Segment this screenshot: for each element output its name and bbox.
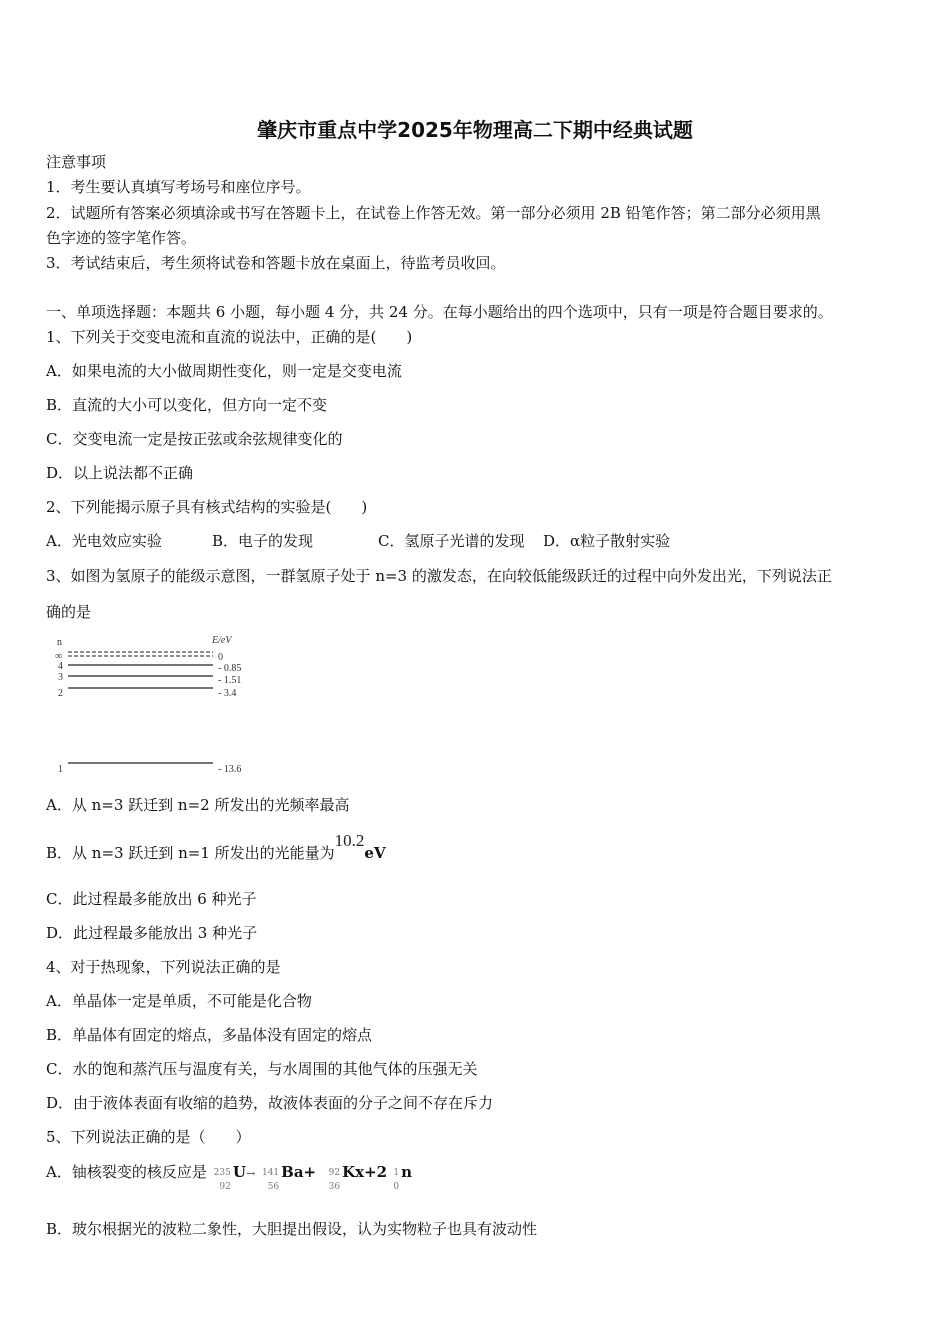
notice-item-1: 1．考生要认真填写考场号和座位序号。 bbox=[46, 178, 311, 196]
level-energy-1: - 13.6 bbox=[218, 764, 242, 775]
level-energy-4: - 0.85 bbox=[218, 663, 242, 674]
notice-item-2: 2．试题所有答案必须填涂或书写在答题卡上，在试卷上作答无效。第一部分必须用 2B 铅笔作答；第二部分必须用黑 bbox=[46, 204, 821, 222]
uranium-nuclide bbox=[207, 1163, 233, 1192]
q4-option-a: A．单晶体一定是单质，不可能是化合物 bbox=[46, 992, 312, 1010]
q3-option-a: A．从 n=3 跃迁到 n=2 所发出的光频率最高 bbox=[46, 796, 350, 814]
q1-option-a: A．如果电流的大小做周期性变化，则一定是交变电流 bbox=[46, 362, 402, 380]
level-label-2: 2 bbox=[58, 688, 63, 699]
u-z: 92 bbox=[219, 1182, 231, 1192]
n-mass: 1 bbox=[393, 1168, 400, 1178]
q1-option-b: B．直流的大小可以变化，但方向一定不变 bbox=[46, 396, 328, 414]
level-label-3: 3 bbox=[58, 672, 63, 683]
q4-option-c: C．水的饱和蒸汽压与温度有关，与水周围的其他气体的压强无关 bbox=[46, 1060, 478, 1078]
q2-option-b: B．电子的发现 bbox=[212, 532, 314, 550]
q3-option-b bbox=[46, 831, 386, 863]
q3-option-b-text: B．从 n=3 跃迁到 n=1 所发出的光能量为 bbox=[46, 844, 335, 862]
ba-symbol: Ba+ bbox=[281, 1163, 317, 1181]
ba-mass: 141 bbox=[261, 1168, 280, 1178]
q4-option-b: B．单晶体有固定的熔点，多晶体没有固定的熔点 bbox=[46, 1026, 373, 1044]
n-symbol: n bbox=[401, 1163, 413, 1181]
neutron-nuclide bbox=[387, 1163, 401, 1192]
level-label-inf: ∞ bbox=[55, 651, 63, 662]
q4-option-d: D．由于液体表面有收缩的趋势，故液体表面的分子之间不存在斥力 bbox=[46, 1094, 494, 1112]
level-energy-2: - 3.4 bbox=[218, 688, 237, 699]
level-label-4: 4 bbox=[58, 661, 63, 672]
q1-stem: 1、下列关于交变电流和直流的说法中，正确的是( ) bbox=[46, 328, 413, 346]
section-heading: 一、单项选择题：本题共 6 小题，每小题 4 分，共 24 分。在每小题给出的四个选项中，只有一项是符合题目要求的。 bbox=[46, 303, 833, 321]
q3-option-b-value: 10.2 bbox=[334, 831, 365, 850]
q3-option-b-unit: eV bbox=[364, 844, 386, 862]
level-label-1: 1 bbox=[58, 764, 63, 775]
u-mass: 235 bbox=[213, 1168, 231, 1178]
n-z: 0 bbox=[393, 1182, 400, 1192]
q2-option-c: C．氢原子光谱的发现 bbox=[378, 532, 525, 550]
q5-option-b: B．玻尔根据光的波粒二象性，大胆提出假设，认为实物粒子也具有波动性 bbox=[46, 1220, 538, 1238]
kr-mass: 92 bbox=[328, 1168, 341, 1178]
page-title: 肇庆市重点中学2025年物理高二下期中经典试题 bbox=[257, 118, 693, 142]
q2-stem: 2、下列能揭示原子具有核式结构的实验是( ) bbox=[46, 498, 368, 516]
u-symbol: U bbox=[232, 1163, 246, 1181]
q2-option-d: D．α粒子散射实验 bbox=[543, 532, 671, 550]
q3-option-d: D．此过程最多能放出 3 种光子 bbox=[46, 924, 258, 942]
energy-level-diagram bbox=[50, 630, 270, 780]
level-energy-inf: 0 bbox=[218, 652, 223, 663]
kr-z: 36 bbox=[328, 1182, 341, 1192]
diagram-e-label: E/eV bbox=[212, 635, 232, 646]
krypton-nuclide bbox=[316, 1163, 342, 1192]
level-energy-3: - 1.51 bbox=[218, 675, 242, 686]
q3-option-c: C．此过程最多能放出 6 种光子 bbox=[46, 890, 257, 908]
diagram-n-label: n bbox=[57, 637, 62, 648]
q5-stem: 5、下列说法正确的是（ ） bbox=[46, 1128, 251, 1146]
ba-z: 56 bbox=[267, 1182, 280, 1192]
q1-option-d: D．以上说法都不正确 bbox=[46, 464, 194, 482]
q4-stem: 4、对于热现象，下列说法正确的是 bbox=[46, 958, 281, 976]
q5-option-a bbox=[46, 1162, 413, 1192]
q2-option-a: A．光电效应实验 bbox=[46, 532, 162, 550]
reaction-arrow: → bbox=[245, 1167, 256, 1180]
barium-nuclide bbox=[255, 1163, 281, 1192]
q3-stem-line2: 确的是 bbox=[46, 603, 92, 621]
notice-item-2-cont: 色字迹的签字笔作答。 bbox=[46, 229, 197, 247]
q1-option-c: C．交变电流一定是按正弦或余弦规律变化的 bbox=[46, 430, 343, 448]
q5-option-a-text: A．铀核裂变的核反应是 bbox=[46, 1163, 207, 1181]
q3-stem-line1: 3、如图为氢原子的能级示意图，一群氢原子处于 n=3 的激发态，在向较低能级跃迁的过程中向外发出光，下列说法正 bbox=[46, 567, 832, 585]
kr-symbol: Kx+2 bbox=[342, 1163, 388, 1181]
notice-heading: 注意事项 bbox=[46, 153, 107, 171]
notice-item-3: 3．考试结束后，考生须将试卷和答题卡放在桌面上，待监考员收回。 bbox=[46, 254, 506, 272]
